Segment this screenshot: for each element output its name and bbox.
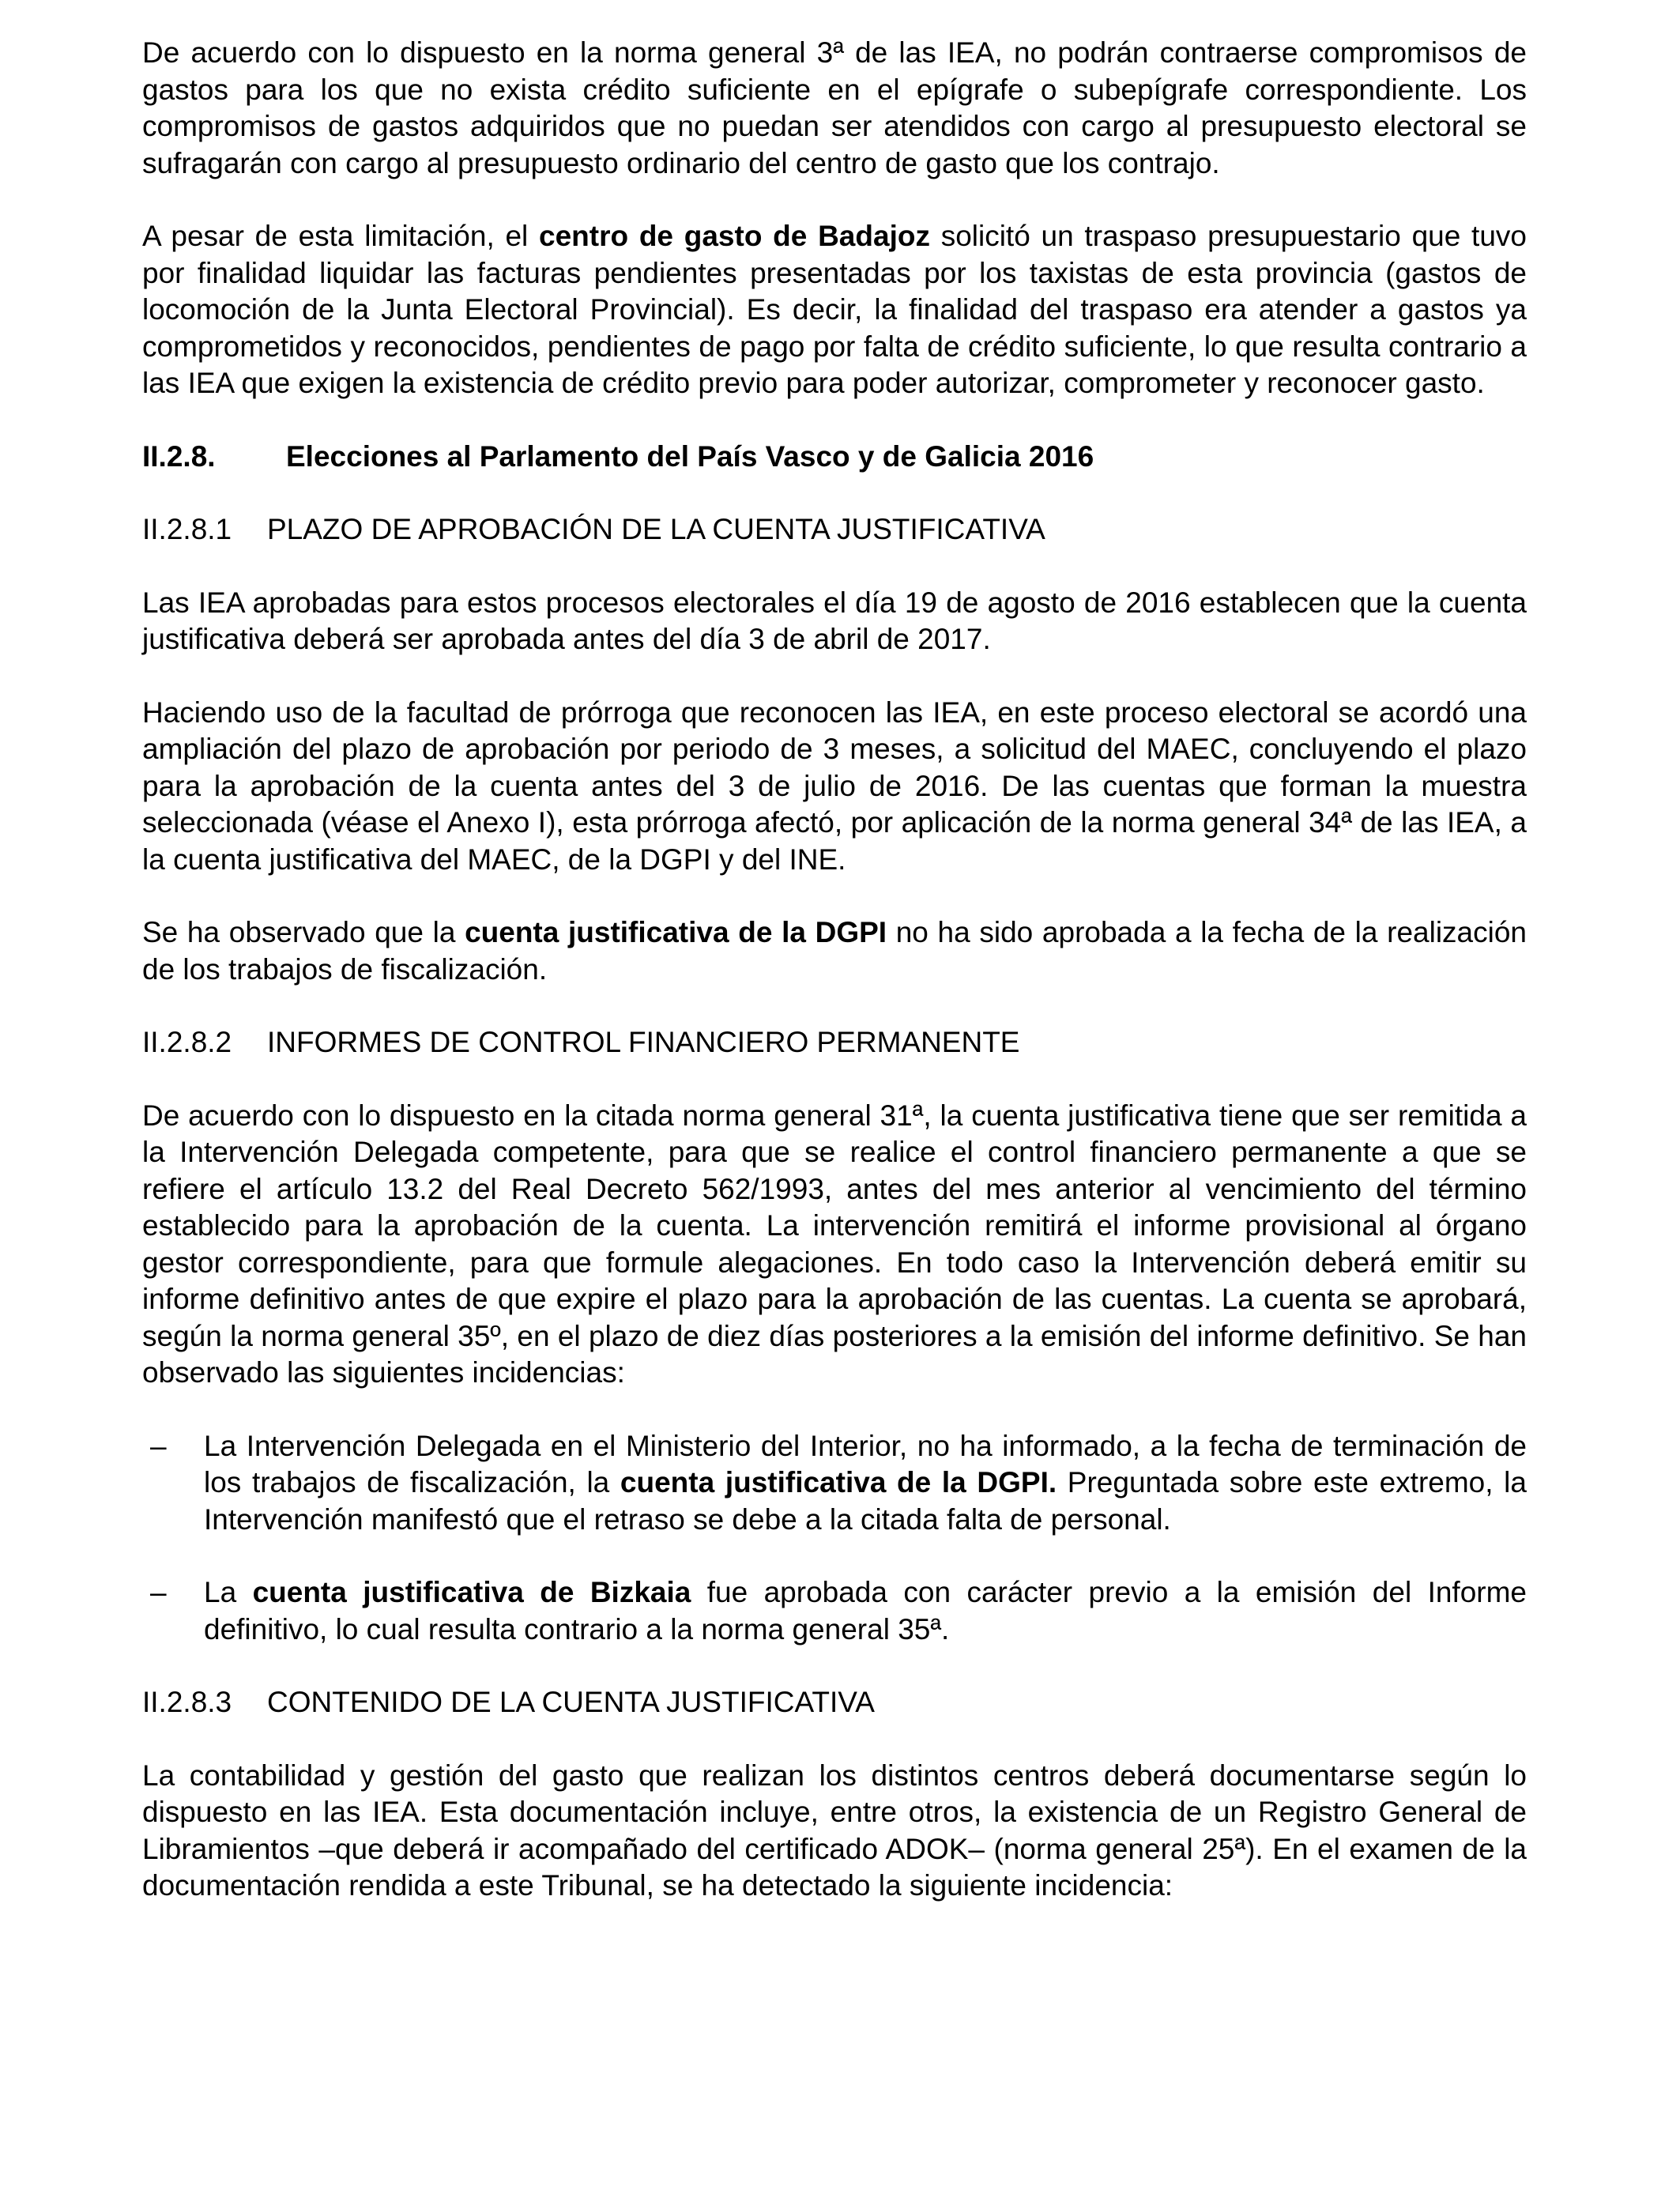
bullet-dash: – xyxy=(150,1576,167,1608)
document-page xyxy=(142,35,1527,1941)
subsection-title: CONTENIDO DE LA CUENTA JUSTIFICATIVA xyxy=(267,1686,875,1718)
subsection-number: II.2.8.3 xyxy=(142,1686,232,1718)
paragraph-text: solicitó un traspaso presupuestario que tuvo por finalidad liquidar las facturas pendientes presentadas por los taxistas de esta provincia (gastos de locomoción de la Junta Electoral Provincial). Es decir, la finalidad del traspaso era atender a gastos ya comprometidos y reconocidos, pendientes de pago por falta de crédito suficiente, lo que resulta contrario a las IEA que exigen la existencia de crédito previo para poder autorizar, comprometer y reconocer gasto. xyxy=(142,220,1527,399)
bullet-text xyxy=(204,1428,1527,1539)
bullet-dash: – xyxy=(150,1429,167,1462)
bold-cuenta-bizkaia: cuenta justificativa de Bizkaia xyxy=(252,1576,691,1608)
paragraph-text: A pesar de esta limitación, el xyxy=(142,220,540,252)
paragraph-traspaso-badajoz xyxy=(142,218,1527,402)
bold-cuenta-dgpi: cuenta justificativa de la DGPI. xyxy=(620,1466,1057,1498)
subsection-number: II.2.8.2 xyxy=(142,1026,232,1058)
bold-cuenta-dgpi: cuenta justificativa de la DGPI xyxy=(465,916,887,948)
bullet-text-part: Preguntada sobre este extremo, la Intervención manifestó que el retraso se debe a la citada falta de personal. xyxy=(204,1466,1527,1536)
subsection-heading-contenido xyxy=(142,1684,1527,1721)
subsection-heading-plazo xyxy=(142,511,1527,548)
paragraph-compromisos-gasto: De acuerdo con lo dispuesto en la norma general 3ª de las IEA, no podrán contraerse compromisos de gastos para los que no exista crédito suficiente en el epígrafe o subepígrafe correspondiente. Los compromisos de gastos adquiridos que no puedan ser atendidos con cargo al presupuesto electoral se sufragarán con cargo al presupuesto ordinario del centro de gasto que los contrajo. xyxy=(142,36,1527,179)
paragraph-control-financiero: De acuerdo con lo dispuesto en la citada norma general 31ª, la cuenta justificativa tiene que ser remitida a la Intervención Delegada competente, para que se realice el control financiero permanente a que se refiere el artículo 13.2 del Real Decreto 562/1993, antes del mes anterior al vencimiento del término establecido para la aprobación de la cuenta. La intervención remitirá el informe provisional al órgano gestor correspondiente, para que formule alegaciones. En todo caso la Intervención deberá emitir su informe definitivo antes de que expire el plazo para la aprobación de las cuentas. La cuenta se aprobará, según la norma general 35º, en el plazo de diez días posteriores a la emisión del informe definitivo. Se han observado las siguientes incidencias: xyxy=(142,1099,1527,1389)
section-number: II.2.8. xyxy=(142,439,216,473)
section-heading xyxy=(142,439,1527,476)
bullet-text xyxy=(204,1574,1527,1648)
paragraph-text: Se ha observado que la xyxy=(142,916,465,948)
bullet-item-intervencion xyxy=(142,1428,1527,1539)
section-title: Elecciones al Parlamento del País Vasco y de Galicia 2016 xyxy=(286,439,1094,473)
bullet-text-part: La Intervención Delegada en el Ministerio del Interior, no ha informado, a la fecha de terminación de los trabajos de fiscalización, la xyxy=(204,1429,1527,1498)
bullet-item-bizkaia xyxy=(142,1574,1527,1648)
paragraph-contabilidad: La contabilidad y gestión del gasto que realizan los distintos centros deberá documentarse según lo dispuesto en las IEA. Esta documentación incluye, entre otros, la existencia de un Registro General de Libramientos –que deberá ir acompañado del certificado ADOK– (norma general 25ª). En el examen de la documentación rendida a este Tribunal, se ha detectado la siguiente incidencia: xyxy=(142,1759,1527,1902)
subsection-number: II.2.8.1 xyxy=(142,513,232,545)
paragraph-iea-aprobadas: Las IEA aprobadas para estos procesos electorales el día 19 de agosto de 2016 establecen que la cuenta justificativa deberá ser aprobada antes del día 3 de abril de 2017. xyxy=(142,586,1527,655)
bullet-text-part: fue aprobada con carácter previo a la emisión del Informe definitivo, lo cual resulta contrario a la norma general 35ª. xyxy=(204,1576,1527,1646)
bold-centro-gasto-badajoz: centro de gasto de Badajoz xyxy=(539,220,930,252)
subsection-title: PLAZO DE APROBACIÓN DE LA CUENTA JUSTIFICATIVA xyxy=(267,513,1045,545)
bullet-text-part: La xyxy=(204,1576,253,1608)
paragraph-dgpi-no-aprobada xyxy=(142,914,1527,988)
paragraph-prorroga: Haciendo uso de la facultad de prórroga que reconocen las IEA, en este proceso electoral se acordó una ampliación del plazo de aprobación por periodo de 3 meses, a solicitud del MAEC, concluyendo el plazo para la aprobación de la cuenta antes del 3 de julio de 2016. De las cuentas que forman la muestra seleccionada (véase el Anexo I), esta prórroga afectó, por aplicación de la norma general 34ª de las IEA, a la cuenta justificativa del MAEC, de la DGPI y del INE. xyxy=(142,696,1527,876)
subsection-title: INFORMES DE CONTROL FINANCIERO PERMANENTE xyxy=(267,1026,1020,1058)
subsection-heading-informes xyxy=(142,1024,1527,1061)
paragraph-text: no ha sido aprobada a la fecha de la realización de los trabajos de fiscalización. xyxy=(142,916,1527,986)
